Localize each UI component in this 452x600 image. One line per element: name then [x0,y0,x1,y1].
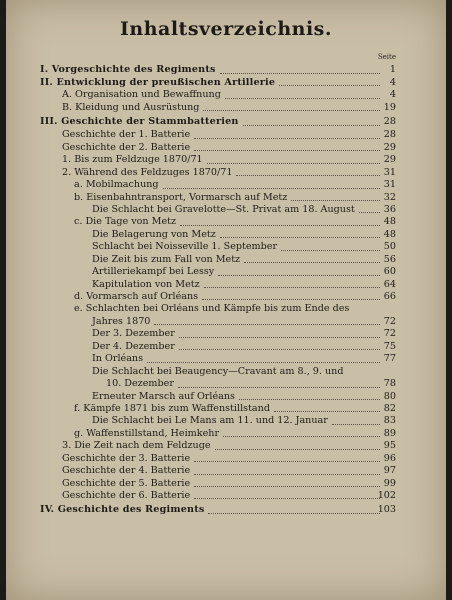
book-page [6,0,446,600]
toc-entry-page: 89 [383,427,396,439]
toc-entry [6,391,446,403]
toc-entry-page: 97 [383,465,396,477]
toc-entry-page: 4 [389,77,396,88]
toc-entry-label: Die Schlacht bei Gravelotte—St. Privat am 18. August [92,203,355,215]
toc-entry-page: 75 [383,340,396,352]
toc-entry [6,353,446,365]
toc-entry [6,415,446,427]
toc-entry-page: 29 [383,141,396,153]
toc-entry [6,204,446,216]
toc-entry [6,341,446,353]
toc-entry-page: 48 [383,228,396,240]
toc-entry-label: Die Schlacht bei Beaugency—Cravant am 8., 9. und [92,365,344,377]
toc-entry-label: Die Zeit bis zum Fall von Metz [92,253,241,265]
toc-entry [6,254,446,266]
toc-entry [6,167,446,179]
dot-leader [218,275,380,276]
toc-entry-label: A. Organisation und Bewaffnung [62,89,221,101]
dot-leader [208,513,380,514]
toc-entry-page: 4 [389,89,396,101]
dot-leader [291,200,380,201]
dot-leader [203,110,380,111]
toc-entry-label: f. Kämpfe 1871 bis zum Waffenstillstand [74,402,270,414]
toc-entry-page: 32 [383,191,396,203]
toc-entry-page: 1 [389,64,396,75]
toc-entry [6,77,446,89]
toc-entry-label: B. Kleidung und Ausrüstung [62,101,200,113]
dot-leader [194,461,380,462]
toc-entry-label: Geschichte der 5. Batterie [62,477,191,489]
toc-entry-page: 66 [383,291,396,302]
toc-entry-label: Geschichte der 1. Batterie [62,129,191,141]
page-title: Inhaltsverzeichnis. [120,18,332,40]
dot-leader [223,436,380,437]
toc-entry-label: Der 3. Dezember [92,328,175,340]
dot-leader [178,387,380,388]
toc-entry-label: Geschichte der 4. Batterie [62,465,191,477]
toc-entry-label: IV. Geschichte des Regiments [40,504,205,516]
toc-entry [6,478,446,490]
toc-entry-page: 77 [383,353,396,365]
toc-entry-label: Geschichte der 6. Batterie [62,490,191,501]
dot-leader [179,349,380,350]
toc-entry-page: 48 [383,216,396,228]
dot-leader [154,324,380,325]
dot-leader [236,175,380,176]
toc-entry-label: Die Schlacht bei Le Mans am 11. und 12. Januar [92,415,328,427]
dot-leader [202,299,380,300]
toc-entry-page: 29 [383,154,396,166]
toc-entry [6,403,446,415]
dot-leader [244,262,380,263]
toc-entry [6,241,446,253]
toc-entry-label: Kapitulation von Metz [92,278,200,290]
toc-entry [6,316,446,328]
toc-entry-label: b. Eisenbahntransport, Vormarsch auf Metz [74,191,288,203]
dot-leader [243,125,380,126]
toc-entry [6,303,446,315]
toc-entry [6,328,446,340]
toc-entry [6,465,446,477]
toc-entry [6,102,446,114]
toc-entry-page: 99 [383,477,396,489]
toc-entry [6,229,446,241]
dot-leader [194,498,380,499]
toc-entry [6,129,446,141]
toc-entry-page: 60 [383,266,396,278]
dot-leader [359,212,380,213]
dot-leader [225,98,380,99]
toc-entry-label: c. Die Tage von Metz [74,216,177,228]
toc-entry [6,502,446,517]
toc-entry-label: 2. Während des Feldzuges 1870/71 [62,166,233,178]
dot-leader [147,362,380,363]
dot-leader [220,237,380,238]
dot-leader [239,399,380,400]
toc-entry-page: 95 [383,440,396,452]
toc-entry [6,453,446,465]
toc-entry [6,266,446,278]
toc-entry-label: Geschichte der 3. Batterie [62,452,191,464]
toc-entry-label: 1. Bis zum Feldzuge 1870/71 [62,154,203,166]
toc-entry-label: Die Belagerung von Metz [92,228,216,240]
toc-entry-page: 102 [377,490,396,501]
dot-leader [180,225,380,226]
toc-entry-page: 72 [383,315,396,327]
toc-entry-page: 31 [383,179,396,191]
dot-leader [215,449,380,450]
toc-entry [6,490,446,502]
toc-entry-page: 78 [383,378,396,390]
toc-entry-page: 19 [383,101,396,113]
toc-entry [6,366,446,378]
toc-entry-label: In Orléans [92,353,144,365]
page-column-header: Seite [377,53,396,61]
toc-entry [6,192,446,204]
toc-entry [6,114,446,129]
toc-entry [6,216,446,228]
toc-entry-page: 64 [383,278,396,290]
dot-leader [332,424,380,425]
table-of-contents [6,62,446,517]
toc-entry-label: g. Waffenstillstand, Heimkehr [74,427,220,439]
toc-entry [6,179,446,191]
toc-entry-label: I. Vorgeschichte des Regiments [40,64,216,75]
toc-entry-label: Geschichte der 2. Batterie [62,141,191,153]
dot-leader [281,250,380,251]
dot-leader [179,337,380,338]
toc-entry [6,62,446,77]
toc-entry-page: 36 [383,203,396,215]
dot-leader [204,287,380,288]
toc-entry-label: Schlacht bei Noisseville 1. September [92,241,278,253]
toc-entry-label: 3. Die Zeit nach dem Feldzuge [62,440,211,452]
toc-entry [6,142,446,154]
toc-entry-page: 72 [383,328,396,340]
toc-entry-page: 96 [383,452,396,464]
toc-entry-page: 28 [383,129,396,141]
toc-entry-label: 10. Dezember [106,378,174,390]
toc-entry-label: III. Geschichte der Stammbatterien [40,116,239,128]
dot-leader [194,474,380,475]
toc-entry-label: II. Entwicklung der preußischen Artillerie [40,77,276,88]
toc-entry [6,89,446,101]
toc-entry [6,440,446,452]
toc-entry-label: Erneuter Marsch auf Orléans [92,390,235,402]
toc-entry-page: 103 [377,504,396,516]
toc-entry-page: 31 [383,166,396,178]
dot-leader [207,163,380,164]
toc-entry-page: 50 [383,241,396,253]
dot-leader [274,411,380,412]
dot-leader [194,150,380,151]
toc-entry-page: 28 [383,116,396,128]
dot-leader [163,188,380,189]
toc-entry-page: 56 [383,253,396,265]
toc-entry-label: a. Mobilmachung [74,179,159,191]
dot-leader [279,85,380,86]
toc-entry-label: Jahres 1870 [92,315,151,327]
dot-leader [220,73,380,74]
toc-entry-page: 83 [383,415,396,427]
toc-entry [6,279,446,291]
toc-entry [6,291,446,303]
toc-entry-page: 82 [383,402,396,414]
toc-entry [6,428,446,440]
dot-leader [194,138,380,139]
toc-entry-label: e. Schlachten bei Orléans und Kämpfe bis zum Ende des [74,303,350,315]
toc-entry-label: d. Vormarsch auf Orléans [74,291,199,302]
toc-entry-label: Artilleriekampf bei Lessy [92,266,215,278]
toc-entry [6,154,446,166]
toc-entry-page: 80 [383,390,396,402]
toc-entry [6,378,446,390]
dot-leader [194,486,380,487]
toc-entry-label: Der 4. Dezember [92,340,175,352]
